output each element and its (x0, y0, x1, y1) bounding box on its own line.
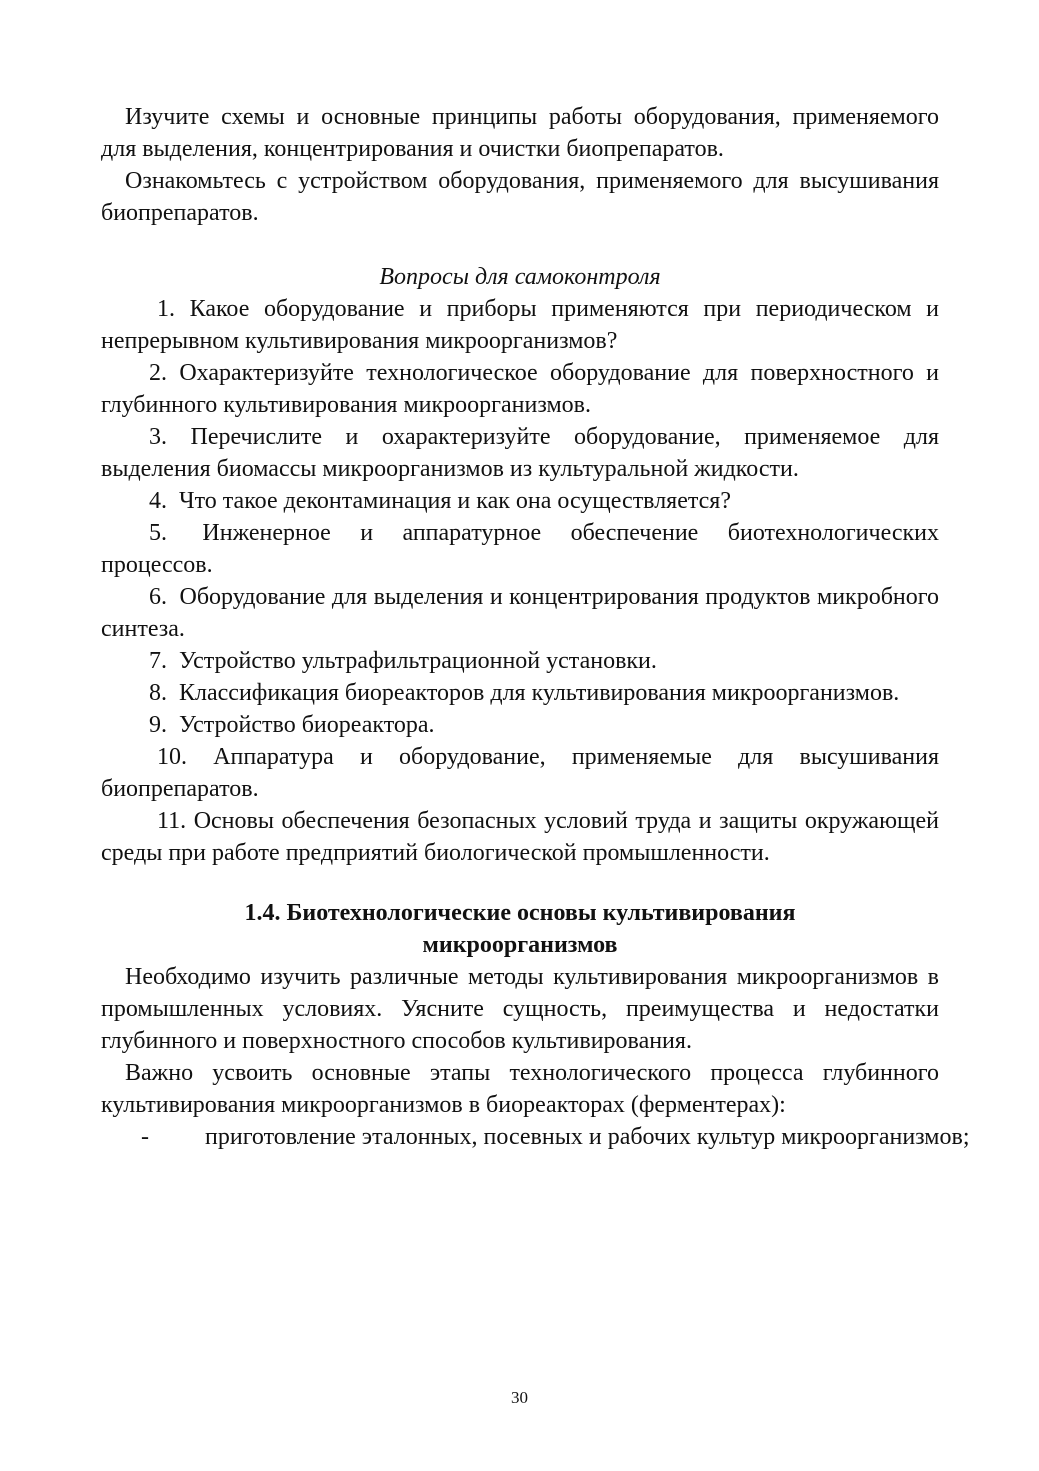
bullet-text: приготовление эталонных, посевных и рабочих культур микроорганизмов; (205, 1124, 970, 1150)
question-text: Перечислите и охарактеризуйте оборудование, применяемое для выделения биомассы микроорганизмов из культуральной жидкости. (101, 424, 939, 482)
question-item (101, 293, 939, 357)
question-text: Основы обеспечения безопасных условий труда и защиты окружающей среды при работе предприятий биологической промышленности. (101, 808, 939, 866)
question-number: 6. (149, 584, 167, 610)
question-text: Какое оборудование и приборы применяются при периодическом и непрерывном культивирования микроорганизмов? (101, 296, 940, 354)
question-item (101, 805, 939, 869)
page-number: 30 (511, 1388, 528, 1407)
question-number: 5. (149, 520, 167, 546)
question-item (101, 677, 939, 709)
page-body (101, 101, 970, 1153)
question-number: 1. (157, 296, 175, 322)
question-item (101, 421, 939, 485)
questions-list (101, 293, 939, 869)
question-item (101, 709, 939, 741)
question-text: Устройство ультрафильтрационной установки. (179, 648, 657, 674)
question-text: Устройство биореактора. (179, 712, 435, 738)
question-number: 3. (149, 424, 167, 450)
question-text: Оборудование для выделения и концентрирования продуктов микробного синтеза. (101, 584, 940, 642)
question-number: 9. (149, 712, 167, 738)
intro-paragraph-2: Ознакомьтесь с устройством оборудования, применяемого для высушивания биопрепаратов. (101, 168, 939, 226)
spacer (101, 229, 939, 261)
question-number: 7. (149, 648, 167, 674)
question-number: 4. (149, 488, 167, 514)
question-number: 2. (149, 360, 167, 386)
question-item (101, 645, 939, 677)
question-item (101, 741, 939, 805)
question-number: 10. (157, 744, 187, 770)
question-number: 11. (157, 808, 187, 834)
question-text: Охарактеризуйте технологическое оборудование для поверхностного и глубинного культивирования микроорганизмов. (101, 360, 940, 418)
question-item (101, 517, 939, 581)
questions-title: Вопросы для самоконтроля (379, 264, 661, 290)
question-item (101, 485, 939, 517)
question-number: 8. (149, 680, 167, 706)
section-title-line-2: микроорганизмов (422, 932, 618, 958)
question-text: Аппаратура и оборудование, применяемые для высушивания биопрепаратов. (101, 744, 939, 802)
intro-paragraph-1: Изучите схемы и основные принципы работы оборудования, применяемого для выделения, концентрирования и очистки биопрепаратов. (101, 104, 939, 162)
question-item (101, 581, 939, 645)
question-text: Инженерное и аппаратурное обеспечение биотехнологических процессов. (101, 520, 939, 578)
question-text: Что такое деконтаминация и как она осуществляется? (179, 488, 731, 514)
section-paragraph-1: Необходимо изучить различные методы культивирования микроорганизмов в промышленных условиях. Уясните сущность, преимущества и недостатки глубинного и поверхностного способов культивирования. (101, 964, 939, 1054)
question-text: Классификация биореакторов для культивирования микроорганизмов. (179, 680, 900, 706)
bullet-item (101, 1121, 989, 1153)
spacer (101, 869, 939, 897)
bullet-dash: - (141, 1124, 149, 1150)
question-item (101, 357, 939, 421)
section-title-line-1: 1.4. Биотехнологические основы культивирования (244, 900, 796, 926)
section-paragraph-2: Важно усвоить основные этапы технологического процесса глубинного культивирования микроорганизмов в биореакторах (ферментерах): (101, 1060, 939, 1118)
